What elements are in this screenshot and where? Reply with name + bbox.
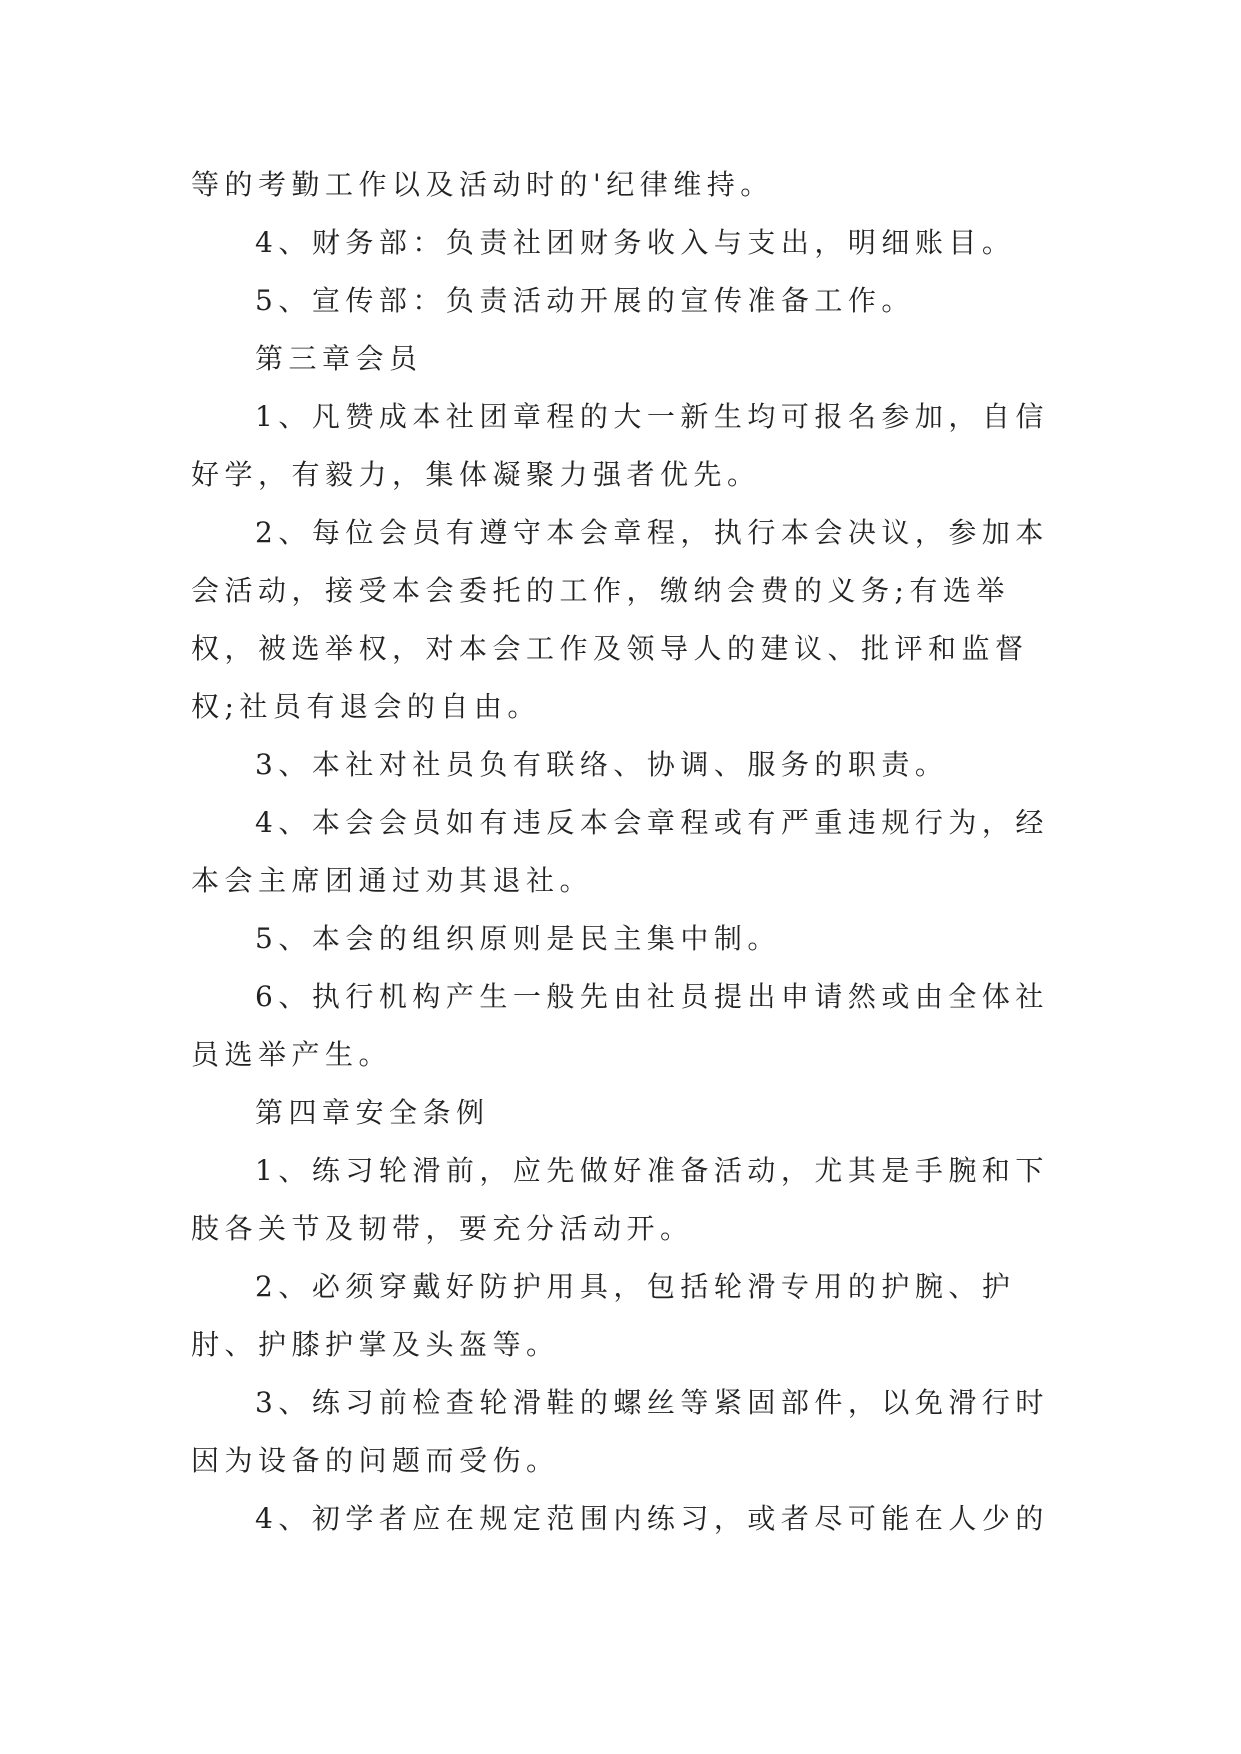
paragraph-member-1: 1、凡赞成本社团章程的大一新生均可报名参加，自信好学，有毅力，集体凝聚力强者优先。 — [191, 400, 1049, 491]
chapter-heading-safety: 第四章安全条例 — [255, 1096, 490, 1129]
paragraph-safety-1: 1、练习轮滑前，应先做好准备活动，尤其是手腕和下肢各关节及韧带，要充分活动开。 — [191, 1154, 1049, 1245]
paragraph-member-2: 2、每位会员有遵守本会章程，执行本会决议，参加本会活动，接受本会委托的工作，缴纳会费的义务;有选举权，被选举权，对本会工作及领导人的建议、批评和监督权;社员有退会的自由。 — [191, 516, 1049, 723]
paragraph-safety-2: 2、必须穿戴好防护用具，包括轮滑专用的护腕、护肘、护膝护掌及头盔等。 — [191, 1270, 1016, 1361]
paragraph-member-4: 4、本会会员如有违反本会章程或有严重违规行为，经本会主席团通过劝其退社。 — [191, 806, 1049, 897]
paragraph-member-6: 6、执行机构产生一般先由社员提出申请然或由全体社员选举产生。 — [191, 980, 1049, 1071]
paragraph-member-3: 3、本社对社员负有联络、协调、服务的职责。 — [255, 748, 949, 781]
paragraph-member-5: 5、本会的组织原则是民主集中制。 — [255, 922, 781, 955]
document-body — [191, 156, 1051, 1548]
paragraph-finance-dept: 4、财务部：负责社团财务收入与支出，明细账目。 — [255, 226, 1016, 259]
chapter-heading-members: 第三章会员 — [255, 342, 423, 375]
paragraph-safety-3: 3、练习前检查轮滑鞋的螺丝等紧固部件，以免滑行时因为设备的问题而受伤。 — [191, 1386, 1049, 1477]
paragraph-safety-4: 4、初学者应在规定范围内练习，或者尽可能在人少的 — [255, 1502, 1049, 1535]
paragraph-publicity-dept: 5、宣传部：负责活动开展的宣传准备工作。 — [255, 284, 915, 317]
paragraph-continuation: 等的考勤工作以及活动时的'纪律维持。 — [191, 168, 774, 201]
